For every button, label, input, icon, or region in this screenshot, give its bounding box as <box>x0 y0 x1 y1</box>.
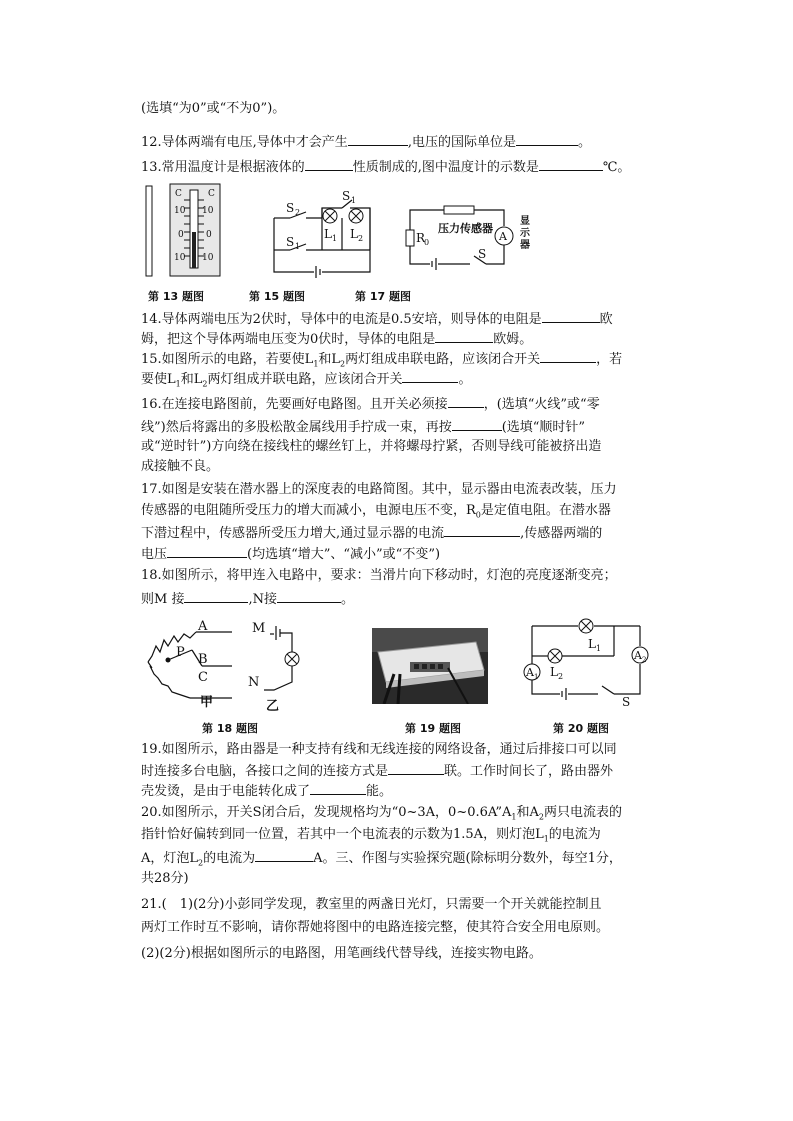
question-19-cont <box>141 760 613 782</box>
label-sub: 1 <box>351 196 357 205</box>
label-s2: S <box>286 201 295 215</box>
scale-label: 0 <box>206 230 212 240</box>
answer-blank[interactable] <box>310 780 366 795</box>
text-span: 欧姆。 <box>493 332 533 347</box>
answer-blank[interactable] <box>452 416 502 431</box>
text-span: 的电流为 <box>548 827 601 842</box>
text-span: 欧 <box>599 312 613 327</box>
text-span: 13.常用温度计是根据液体的 <box>141 160 305 175</box>
label-sub: 1 <box>534 673 539 681</box>
text-span: 姆，把这个导体两端电压变为0伏时，导体的电阻是 <box>141 332 436 347</box>
label-jia: 甲 <box>200 695 214 710</box>
question-16-cont <box>141 437 601 457</box>
subscript: 0 <box>475 510 481 520</box>
text-span: 。 <box>458 372 472 387</box>
caption-18: 第 18 题图 <box>202 722 258 735</box>
text-span: 则M 接 <box>141 592 185 607</box>
question-16-cont <box>141 416 585 438</box>
text-span: 16.在连接电路图前，先要画好电路图。且开关必须接 <box>141 397 448 412</box>
text-span: 18.如图所示，将甲连入电路中，要求：当滑片向下移动时，灯泡的亮度逐渐变亮； <box>141 568 617 583</box>
answer-blank[interactable] <box>540 348 596 363</box>
text-span: 指针恰好偏转到同一位置，若其中一个电流表的示数为1.5A，则灯泡L <box>141 827 544 842</box>
text-span: 传感器的电阻随所受压力的增大而减小，电源电压不变，R <box>141 503 476 518</box>
scale-label: 10 <box>174 253 186 263</box>
figure-18-rheostat <box>142 616 312 712</box>
caption-15: 第 15 题图 <box>249 290 305 303</box>
label-display: 显 <box>520 216 530 227</box>
label-sub: 1 <box>295 242 301 251</box>
text-span: 17.如图是安装在潜水器上的深度表的电路简图。其中，显示器由电流表改装，压力 <box>141 482 617 497</box>
scale-label: 10 <box>202 253 214 263</box>
question-17-cont <box>141 522 602 544</box>
scale-label: 10 <box>202 206 214 216</box>
question-18-cont <box>141 588 354 610</box>
label-c: C <box>198 670 208 685</box>
text-span: ，若 <box>596 352 623 367</box>
text-span: 壳发烫，是由于电能转化成了 <box>141 784 311 799</box>
subscript: 2 <box>202 379 208 389</box>
question-13 <box>141 156 630 178</box>
question-17-cont <box>141 543 440 565</box>
label-r0: R <box>416 231 426 245</box>
text-span: 两灯工作时互不影响，请你帮她将图中的电路连接完整，使其符合安全用电原则。 <box>141 920 610 935</box>
scale-label: 10 <box>174 206 186 216</box>
thermometer-liquid <box>192 232 196 268</box>
text-span: 15.如图所示的电路，若要使L <box>141 352 314 367</box>
question-14 <box>141 308 613 330</box>
question-20-cont <box>141 847 622 874</box>
answer-blank[interactable] <box>516 131 578 146</box>
scale-label: 0 <box>178 230 184 240</box>
subscript: 1 <box>175 379 181 389</box>
text-span: 共28分) <box>141 871 189 886</box>
answer-blank[interactable] <box>435 328 493 343</box>
text-span: 能。 <box>366 784 393 799</box>
answer-blank[interactable] <box>448 393 484 408</box>
text-span: 性质制成的,图中温度计的示数是 <box>352 160 539 175</box>
text-span: 成接触不良。 <box>141 459 220 474</box>
text-span: 或“逆时针”)方向绕在接线柱的螺丝钉上，并将螺母拧紧，否则导线可能被挤出造 <box>141 439 602 454</box>
label-a1: A <box>526 666 534 679</box>
text-span: 21.( 1)(2分)小彭同学发现，教室里的两盏日光灯，只需要一个开关就能控制且 <box>141 897 602 912</box>
text-span: 。 <box>340 592 354 607</box>
text-span: 要使L <box>141 372 176 387</box>
text-line <box>141 99 285 119</box>
text-span: 和L <box>318 352 341 367</box>
subscript: 1 <box>313 359 319 369</box>
figure-15-circuit <box>266 186 378 278</box>
question-15-cont <box>141 368 472 395</box>
answer-blank[interactable] <box>542 308 600 323</box>
figure-13-thermometer <box>142 180 224 280</box>
label-sub: 2 <box>358 234 364 243</box>
answer-blank[interactable] <box>305 156 353 171</box>
figure-17-circuit <box>400 200 540 270</box>
label-sensor: 压力传感器 <box>438 222 493 235</box>
label-sub: 2 <box>642 656 647 664</box>
text-span: (选填“为0”或“不为0”)。 <box>141 101 286 116</box>
label-sub: 2 <box>558 672 564 681</box>
label-b: B <box>198 652 208 667</box>
caption-17: 第 17 题图 <box>355 290 411 303</box>
text-span: 线”)然后将露出的多股松散金属线用手拧成一束，再按 <box>141 420 452 435</box>
label-a2: A <box>634 649 642 662</box>
answer-blank[interactable] <box>277 588 341 603</box>
label-m: M <box>252 621 266 636</box>
scale-label: C <box>208 189 215 199</box>
label-sub: 2 <box>295 208 301 217</box>
text-span: 是定值电阻。在潜水器 <box>480 503 611 518</box>
question-19 <box>141 740 617 760</box>
question-21-cont <box>141 918 609 938</box>
question-20-cont <box>141 869 189 889</box>
question-17 <box>141 480 617 500</box>
question-21 <box>141 895 602 915</box>
text-span: ，(选填“火线”或“零 <box>483 397 600 412</box>
text-span: 。 <box>577 135 591 150</box>
text-span: (2)(2分)根据如图所示的电路图，用笔画线代替导线，连接实物电路。 <box>141 946 542 961</box>
question-21-part2 <box>141 944 542 964</box>
label-a: A <box>499 230 507 243</box>
answer-blank[interactable] <box>444 522 520 537</box>
label-s3: S <box>286 235 295 249</box>
question-19-cont <box>141 780 392 802</box>
thermometer-side-tube <box>146 186 152 276</box>
answer-blank[interactable] <box>539 156 603 171</box>
subscript: 2 <box>198 858 204 868</box>
text-span: 的电流为 <box>203 851 256 866</box>
label-s: S <box>478 247 487 261</box>
label-display: 示 <box>520 228 530 239</box>
scale-label: C <box>175 189 182 199</box>
label-display: 器 <box>520 240 530 251</box>
answer-blank[interactable] <box>167 543 247 558</box>
label-s: S <box>622 695 631 706</box>
label-s1: S <box>342 189 351 203</box>
caption-19: 第 19 题图 <box>405 722 461 735</box>
answer-blank[interactable] <box>388 760 444 775</box>
question-20 <box>141 803 622 828</box>
label-l1: L <box>324 227 332 241</box>
question-16 <box>141 393 600 415</box>
text-span: 时连接多台电脑，各接口之间的连接方式是 <box>141 764 389 779</box>
text-span: 下潜过程中，传感器所受压力增大,通过显示器的电流 <box>141 526 445 541</box>
question-16-cont <box>141 457 219 477</box>
label-sub: 0 <box>424 238 430 247</box>
text-span: 19.如图所示，路由器是一种支持有线和无线连接的网络设备，通过后排接口可以同 <box>141 742 617 757</box>
text-span: ℃。 <box>602 160 631 175</box>
text-span: ,传感器两端的 <box>520 526 603 541</box>
text-span: 14.导体两端电压为2伏时，导体中的电流是0.5安培，则导体的电阻是 <box>141 312 542 327</box>
figure-20-circuit <box>514 616 654 706</box>
resistor-top <box>444 206 474 214</box>
text-span: 12.导体两端有电压,导体中才会产生 <box>141 135 348 150</box>
label-p: P <box>176 645 185 660</box>
resistor-r0 <box>406 230 414 246</box>
label-sub: 1 <box>332 234 338 243</box>
subscript: 2 <box>340 359 346 369</box>
text-span: 两只电流表的 <box>543 805 622 820</box>
text-span: 和L <box>180 372 203 387</box>
label-sub: 1 <box>596 644 602 653</box>
subscript: 1 <box>543 834 549 844</box>
figure-19-router-photo <box>372 628 488 704</box>
text-span: A。三、作图与实验探究题(除标明分数外，每空1分， <box>313 851 622 866</box>
text-span: ,N接 <box>248 592 277 607</box>
text-span: (选填“顺时针” <box>501 420 586 435</box>
text-span: 联。工作时间长了，路由器外 <box>444 764 614 779</box>
answer-blank[interactable] <box>402 368 458 383</box>
text-span: 和A <box>516 805 539 820</box>
answer-blank[interactable] <box>255 847 313 862</box>
label-l2: L <box>350 227 358 241</box>
text-span: (均选填“增大”、“减小”或“不变”) <box>247 547 441 562</box>
text-span: A，灯泡L <box>141 851 199 866</box>
subscript: 2 <box>538 812 544 822</box>
text-span: 电压 <box>141 547 168 562</box>
text-span: 20.如图所示，开关S闭合后，发现规格均为“0~3A，0~0.6A”A <box>141 805 512 820</box>
question-14-cont <box>141 328 532 350</box>
label-l2: L <box>550 665 558 679</box>
text-span: 两灯组成并联电路，应该闭合开关 <box>207 372 403 387</box>
subscript: 1 <box>511 812 517 822</box>
caption-13: 第 13 题图 <box>148 290 204 303</box>
label-l1: L <box>588 637 596 651</box>
question-18 <box>141 566 617 586</box>
answer-blank[interactable] <box>184 588 248 603</box>
label-a: A <box>198 619 208 634</box>
label-n: N <box>248 675 260 690</box>
caption-20: 第 20 题图 <box>553 722 609 735</box>
question-20-cont <box>141 825 601 850</box>
answer-blank[interactable] <box>348 131 408 146</box>
text-span: 两灯组成串联电路，应该闭合开关 <box>345 352 541 367</box>
question-12 <box>141 131 591 153</box>
text-span: ,电压的国际单位是 <box>407 135 516 150</box>
label-yi: 乙 <box>266 699 280 712</box>
